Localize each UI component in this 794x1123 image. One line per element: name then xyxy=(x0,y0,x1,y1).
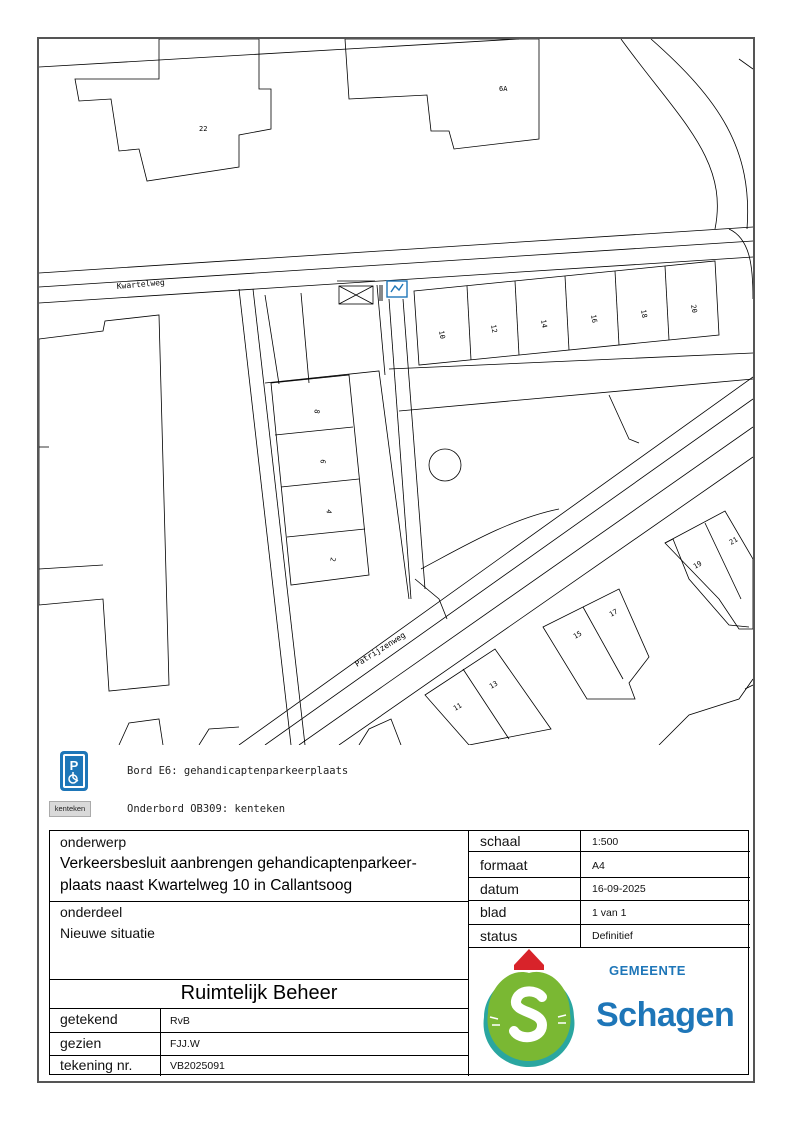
onderwerp-line-1: Verkeersbesluit aanbrengen gehandicaptenparkeer- xyxy=(60,855,417,872)
getekend-value: RvB xyxy=(170,1015,190,1027)
datum-label: datum xyxy=(480,881,519,897)
house-number: 11 xyxy=(452,701,464,713)
kenteken-sign-icon: kenteken xyxy=(49,801,91,817)
house-number: 8 xyxy=(312,408,321,415)
legend-ob309-row xyxy=(49,801,285,817)
legend-ob309-text: Onderbord OB309: kenteken xyxy=(127,803,286,815)
house-number: 18 xyxy=(639,308,649,319)
house-number: 12 xyxy=(489,323,499,334)
house-number: 2 xyxy=(328,556,337,563)
blad-value: 1 van 1 xyxy=(592,907,627,919)
house-number: 15 xyxy=(572,629,584,641)
house-number: 6A xyxy=(499,85,508,93)
blad-label: blad xyxy=(480,904,507,920)
house-number: 4 xyxy=(324,508,333,515)
department-name: Ruimtelijk Beheer xyxy=(180,982,338,1004)
house-number: 13 xyxy=(488,679,500,691)
house-number: 6 xyxy=(318,458,327,465)
svg-text:P: P xyxy=(69,758,79,773)
legend-e6-text: Bord E6: gehandicaptenparkeerplaats xyxy=(127,765,349,777)
gezien-label: gezien xyxy=(60,1035,102,1051)
disabled-parking-sign-icon xyxy=(59,750,89,792)
getekend-label: getekend xyxy=(60,1011,118,1027)
street-label-patrijzenweg: Patrijzenweg xyxy=(353,630,408,669)
house-number: 21 xyxy=(728,535,740,547)
site-map xyxy=(39,39,753,745)
onderdeel-label: onderdeel xyxy=(60,904,123,920)
street-label-kwartelweg: Kwartelweg xyxy=(116,277,166,291)
house-number: 20 xyxy=(689,303,699,314)
house-number: 10 xyxy=(437,329,447,340)
tekening-nr-label: tekening nr. xyxy=(60,1057,133,1073)
house-number: 22 xyxy=(199,125,208,133)
brand-schagen-text: Schagen xyxy=(596,996,735,1034)
schaal-label: schaal xyxy=(480,833,521,849)
legend-e6-row xyxy=(49,750,348,792)
gezien-value: FJJ.W xyxy=(170,1038,200,1050)
title-block xyxy=(49,830,749,1075)
schaal-value: 1:500 xyxy=(592,836,619,848)
schagen-logo-icon xyxy=(470,947,588,1075)
drawing-sheet xyxy=(37,37,755,1083)
house-number: 16 xyxy=(589,313,599,324)
status-value: Definitief xyxy=(592,930,633,942)
onderwerp-label: onderwerp xyxy=(60,834,127,850)
brand-gemeente-text: GEMEENTE xyxy=(609,963,686,978)
tekening-nr-value: VB2025091 xyxy=(170,1060,225,1072)
onderwerp-line-2: plaats naast Kwartelweg 10 in Callantsoog xyxy=(60,877,353,894)
house-number: 14 xyxy=(539,318,549,329)
datum-value: 16-09-2025 xyxy=(592,883,646,895)
onderdeel-value: Nieuwe situatie xyxy=(60,925,155,941)
formaat-value: A4 xyxy=(592,860,605,872)
formaat-label: formaat xyxy=(480,857,528,873)
status-label: status xyxy=(480,928,518,944)
house-number: 17 xyxy=(608,607,620,619)
house-number: 19 xyxy=(692,559,704,571)
